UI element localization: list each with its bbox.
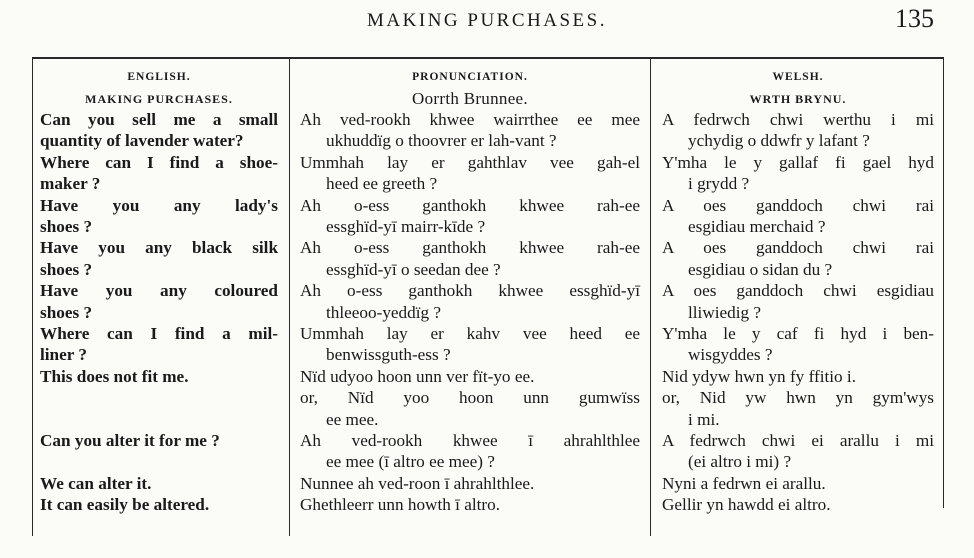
column-rule-left	[32, 58, 33, 536]
welsh-line: A fedrwch chwi werthu i mi	[662, 110, 934, 129]
welsh-column	[662, 66, 934, 515]
welsh-line: wisgyddes ?	[688, 345, 773, 365]
welsh-heading: WELSH.	[772, 71, 824, 83]
page-number: 135	[895, 4, 934, 33]
english-line: Where can I find a mil-	[40, 324, 278, 343]
welsh-line: esgidiau merchaid ?	[688, 217, 826, 236]
welsh-line: Nid ydyw hwn yn fy ffitio i.	[662, 366, 856, 386]
pronunciation-line: ee mee.	[326, 409, 379, 429]
english-line: shoes ?	[40, 302, 93, 322]
pronunciation-line: essghïd-yī o seedan dee ?	[326, 259, 501, 279]
welsh-line: Y'mha le y gallaf fi gael hyd	[662, 152, 934, 172]
english-line: shoes ?	[40, 217, 93, 236]
pronunciation-line: Nïd udyoo hoon unn ver fït-yo ee.	[300, 366, 535, 386]
welsh-line: A oes ganddoch chwi rai	[662, 195, 934, 215]
column-rule-2	[650, 58, 651, 536]
english-line: This does not fit me.	[40, 366, 189, 386]
pronunciation-line: ee mee (ī altro ee mee) ?	[326, 452, 495, 472]
welsh-line: Nyni a fedrwn ei arallu.	[662, 473, 826, 493]
english-column	[40, 66, 278, 515]
pronunciation-line: Ah ved-rookh khwee ī ahrahlthlee	[300, 431, 640, 450]
welsh-line: esgidiau o sidan du ?	[688, 259, 833, 279]
pronunciation-line: benwissguth-ess ?	[326, 345, 451, 365]
running-title: MAKING PURCHASES.	[367, 10, 607, 31]
pronunciation-line: Ah o-ess ganthokh khwee rah-ee	[300, 238, 640, 258]
english-line: We can alter it.	[40, 473, 152, 493]
column-rule-1	[289, 58, 290, 536]
pronunciation-line: Ah o-ess ganthokh khwee essghïd-yī	[300, 281, 640, 301]
pronunciation-heading: PRONUNCIATION.	[412, 71, 528, 83]
welsh-line: A oes ganddoch chwi rai	[662, 238, 934, 258]
english-line: maker ?	[40, 174, 101, 194]
pronunciation-line: ukhuddïg o thoovrer er lah-vant ?	[326, 131, 557, 151]
pronunciation-line: essghïd-yī mairr-kīde ?	[326, 217, 486, 236]
welsh-line: (ei altro i mi) ?	[688, 452, 792, 472]
english-line: shoes ?	[40, 259, 93, 279]
welsh-line: i mi.	[688, 409, 720, 429]
welsh-subheading: WRTH BRYNU.	[749, 92, 847, 106]
english-line: Have you any lady's	[40, 195, 278, 215]
english-line: Can you alter it for me ?	[40, 431, 220, 450]
pronunciation-line: Ummhah lay er gahthlav vee gah-el	[300, 152, 640, 172]
english-line: quantity of lavender water?	[40, 131, 244, 151]
welsh-line: A oes ganddoch chwi esgidiau	[662, 281, 934, 301]
column-rule-right	[943, 58, 944, 508]
pronunciation-line: or, Nïd yoo hoon unn gumwïss	[300, 388, 640, 408]
welsh-line: lliwiedig ?	[688, 302, 762, 322]
welsh-line: Gellir yn hawdd ei altro.	[662, 495, 831, 515]
pronunciation-line: heed ee greeth ?	[326, 174, 438, 194]
pronunciation-line: Ummhah lay er kahv vee heed ee	[300, 324, 640, 343]
pronunciation-line: Ah ved-rookh khwee wairrthee ee mee	[300, 110, 640, 129]
pronunciation-subheading: Oorrth Brunnee.	[412, 89, 528, 108]
welsh-line: Y'mha le y caf fi hyd i ben-	[662, 324, 934, 343]
welsh-line: A fedrwch chwi ei arallu i mi	[662, 431, 934, 450]
welsh-line: i grydd ?	[688, 174, 750, 194]
english-line: Can you sell me a small	[40, 110, 278, 129]
welsh-line: ychydig o ddwfr y lafant ?	[688, 131, 870, 151]
pronunciation-line: Nunnee ah ved-roon ī ahrahlthlee.	[300, 473, 535, 493]
english-heading: ENGLISH.	[127, 71, 191, 83]
welsh-line: or, Nid yw hwn yn gym'wys	[662, 388, 934, 408]
english-line: Where can I find a shoe-	[40, 152, 278, 172]
pronunciation-line: Ah o-ess ganthokh khwee rah-ee	[300, 195, 640, 215]
pronunciation-line: thleeoo-yeddïg ?	[326, 302, 442, 322]
table-top-rule	[32, 57, 944, 59]
english-line: Have you any coloured	[40, 281, 278, 301]
pronunciation-line: Ghethleerr unn howth ī altro.	[300, 495, 500, 515]
english-line: liner ?	[40, 345, 87, 365]
english-subheading: MAKING PURCHASES.	[85, 92, 233, 106]
english-line: Have you any black silk	[40, 238, 278, 258]
english-line: It can easily be altered.	[40, 495, 210, 515]
pronunciation-column	[300, 66, 640, 515]
